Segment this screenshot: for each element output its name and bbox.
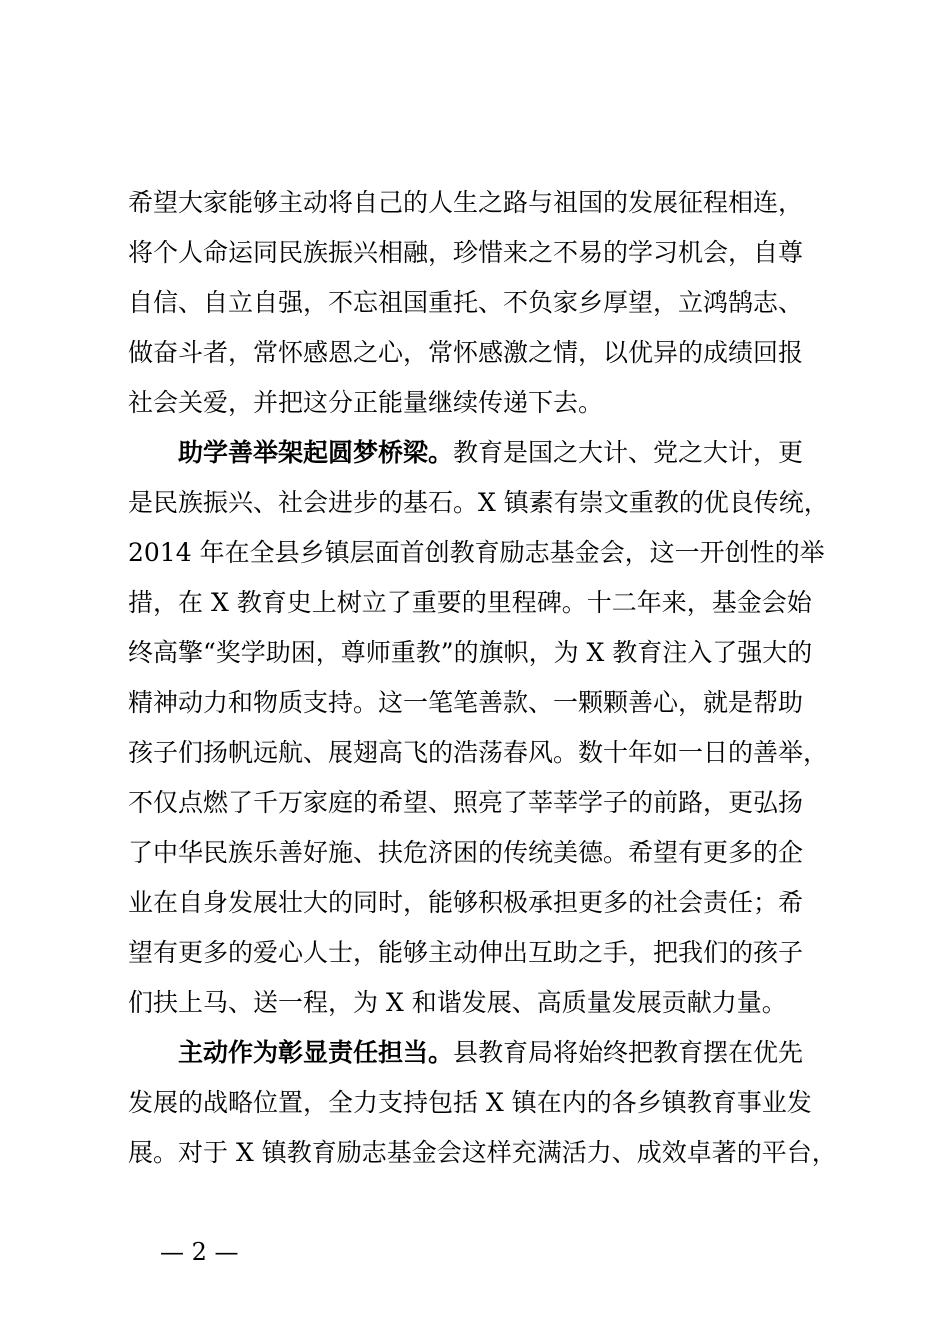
text-line: 2014 年在全县乡镇层面首创教育励志基金会，这一开创性的举: [128, 538, 825, 567]
text-line: 做奋斗者，常怀感恩之心，常怀感激之情，以优异的成绩回报: [128, 338, 804, 367]
text-run: 教育是国之大计、党之大计，更: [453, 438, 804, 467]
text-line: 望有更多的爱心人士，能够主动伸出互助之手，把我们的孩子: [128, 938, 804, 967]
paragraph-3: [128, 1028, 858, 1178]
text-line: 自信、自立自强，不忘祖国重托、不负家乡厚望，立鸿鹄志、: [128, 288, 804, 317]
text-line: 精神动力和物质支持。这一笔笔善款、一颗颗善心，就是帮助: [128, 688, 804, 717]
text-line: 希望大家能够主动将自己的人生之路与祖国的发展征程相连，: [128, 188, 804, 217]
text-line-first: [128, 428, 858, 478]
paragraph-heading: 主动作为彰显责任担当。: [178, 1038, 454, 1067]
text-line: 将个人命运同民族振兴相融，珍惜来之不易的学习机会，自尊: [128, 238, 804, 267]
page-number: — 2 —: [160, 1238, 239, 1266]
paragraph-1: [128, 178, 858, 428]
text-line: 展。对于 X 镇教育励志基金会这样充满活力、成效卓著的平台，: [128, 1138, 837, 1167]
paragraph-heading: 助学善举架起圆梦桥梁。: [178, 438, 454, 467]
paragraph-2: [128, 428, 858, 1028]
text-line: 发展的战略位置，全力支持包括 X 镇在内的各乡镇教育事业发: [128, 1088, 812, 1117]
text-run: 县教育局将始终把教育摆在优先: [453, 1038, 804, 1067]
text-line: 们扶上马、送一程，为 X 和谐发展、高质量发展贡献力量。: [128, 988, 787, 1017]
text-line: 业在自身发展壮大的同时，能够积极承担更多的社会责任；希: [128, 888, 804, 917]
text-line: 了中华民族乐善好施、扶危济困的传统美德。希望有更多的企: [128, 838, 804, 867]
text-line: 孩子们扬帆远航、展翅高飞的浩荡春风。数十年如一日的善举，: [128, 738, 829, 767]
text-line-first: [128, 1028, 858, 1078]
text-line: 不仅点燃了千万家庭的希望、照亮了莘莘学子的前路，更弘扬: [128, 788, 804, 817]
text-line: 终高擎“奖学助困，尊师重教”的旗帜，为 X 教育注入了强大的: [128, 638, 813, 667]
body-text: [128, 178, 858, 1178]
text-line: 社会关爱，并把这分正能量继续传递下去。: [128, 388, 604, 417]
text-line: 措，在 X 教育史上树立了重要的里程碑。十二年来，基金会始: [128, 588, 812, 617]
text-line: 是民族振兴、社会进步的基石。X 镇素有崇文重教的优良传统，: [128, 488, 829, 517]
